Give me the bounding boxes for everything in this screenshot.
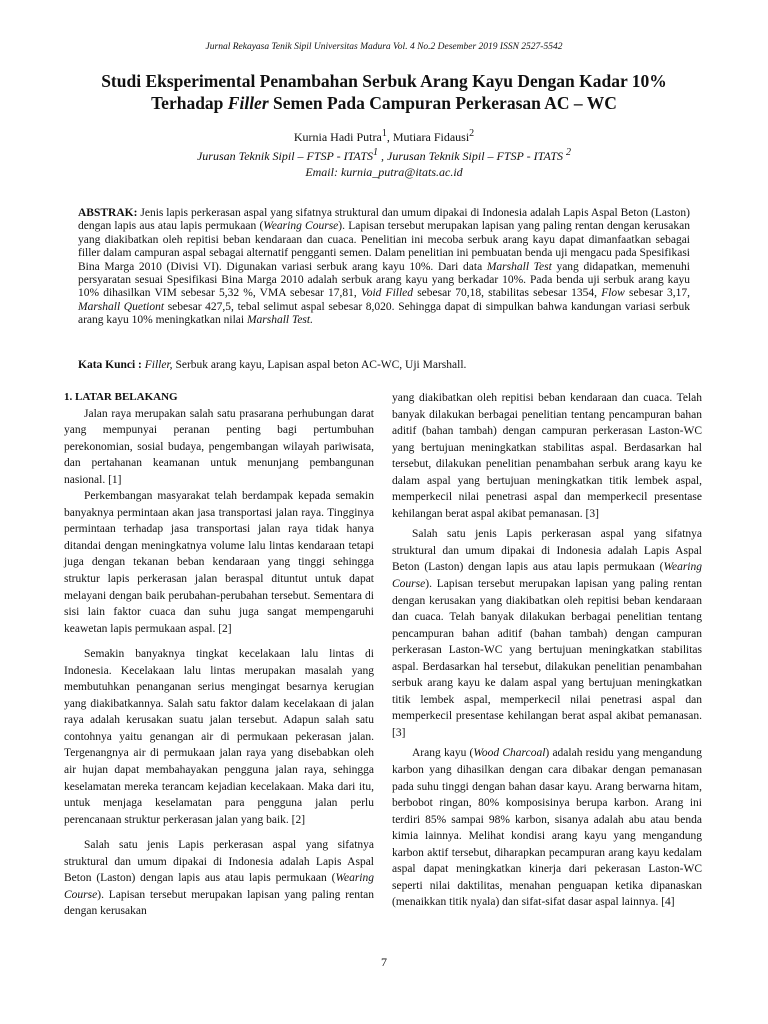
- left-column: [64, 389, 374, 920]
- paragraph: Jalan raya merupakan salah satu prasarana perhubungan darat yang mempunyai peranan penting bagi pertumbuhan perekonomian, sosial budaya, pengembangan wilayah pariwisata, dan pertahanan keamanan untuk menunjang pembangunan nasional. [1]: [64, 407, 374, 486]
- paragraph: Perkembangan masyarakat telah berdampak kepada semakin banyaknya permintaan akan jasa transportasi jalan raya. Tingginya permintaan terhadap jasa transportasi jalan raya tidak hanya ditandai dengan meningkatnya volume lalu lintas kendaraan tetapi juga dengan tekanan beban kendaraan yang tinggi sehingga struktur lapis perkerasan jalan beraspal dituntut untuk dapat melayani dengan baik perubahan-perubahan tersebut. Sementara di sisi lain faktor cuaca dan suhu juga sangat mempengaruhi keawetan lapis permukaan aspal. [2]: [64, 490, 374, 635]
- right-column: [392, 390, 702, 911]
- keywords-label: Kata Kunci :: [78, 359, 142, 371]
- abstract-text: sebesar 3,17,: [624, 287, 690, 300]
- abstract-italic: Marshall Quetiont: [78, 300, 165, 313]
- affiliation-1: Jurusan Teknik Sipil – FTSP - ITATS: [196, 149, 373, 163]
- abstract-text: yang didapatkan, memenuhi persyaratan sesuai Spesifikasi Bina Marga 2010 adalah serbuk arang kayu yang berkadar 10%. Pada benda uji serbuk arang kayu 10% dihasilkan VIM sebesar 5,32 %, VMA sebesar 17,81,: [78, 260, 690, 300]
- paragraph-text: Salah satu jenis Lapis perkerasan aspal yang sifatnya struktural dan umum dipakai di Indonesia adalah Lapis Aspal Beton (Laston) dengan lapis aus atau lapis permukaan (: [392, 528, 702, 574]
- paragraph-text: ) adalah residu yang mengandung karbon yang dihasilkan dengan cara dibakar dengan pemanasan pada suhu tinggi dengan bahan dasar kayu. Arang berwarna hitam, berbobot ringan, 80% komposisinya berupa karbon. Arang ini terdiri 85% sampai 98% karbon, sisanya adalah abu atau benda kimia lainnya. Melihat kondisi arang kayu yang mengandung karbon aktif tersebut, diharapkan pecampuran arang kayu kedalam aspal dapat meningkatkan kinerja dari pekerasan Laston-WC seperti nilai daktilitas, menahan penguapan ketika dipanaskan (menaikkan titik nyala) dan sifat-sifat dasar aspal lainnya. [4]: [392, 747, 702, 909]
- abstract-italic: Marshall Test.: [246, 314, 313, 327]
- author-1: Kurnia Hadi Putra: [293, 130, 382, 144]
- affiliation-2: , Jurusan Teknik Sipil – FTSP - ITATS: [378, 149, 567, 163]
- abstract-italic: Flow: [601, 287, 625, 300]
- keywords-text: Serbuk arang kayu, Lapisan aspal beton AC-WC, Uji Marshall.: [172, 359, 467, 371]
- author-email: Email: kurnia_putra@itats.ac.id: [305, 165, 463, 179]
- abstract-text: sebesar 427,5, tebal selimut aspal sebesar 8,020. Sehingga dapat di simpulkan bahwa kandungan variasi serbuk arang kayu 10% meningkatkan nilai: [78, 300, 690, 327]
- title-line-2-pre: Terhadap: [151, 93, 228, 113]
- section-heading: 1. LATAR BELAKANG: [64, 391, 178, 403]
- affiliations: [0, 145, 768, 164]
- keywords: [78, 359, 690, 371]
- author-2: , Mutiara Fidausi: [386, 130, 470, 144]
- page-number: 7: [381, 955, 387, 969]
- author-names: [0, 126, 768, 145]
- abstract-label: ABSTRAK:: [78, 207, 138, 219]
- abstract-italic: Wearing Course: [263, 220, 339, 233]
- paragraph-italic: Wearing Course: [392, 561, 702, 591]
- paragraph: [64, 837, 374, 920]
- keywords-italic: Filler,: [141, 359, 173, 371]
- title-line-1: Studi Eksperimental Penambahan Serbuk Arang Kayu Dengan Kadar 10%: [101, 71, 667, 91]
- abstract-text: ). Lapisan tersebut merupakan lapisan yang paling rentan dengan kerusakan yang diakibatkan oleh repitisi beban kendaraan dan cuaca. Penelitian ini mecoba serbuk arang kayu dapat dimanfaatkan sebagai filler dalam campuran aspal sebagai alternatif pengganti semen. Dalam penelitian ini pembuatan benda uji mengacu pada Spesifikasi Bina Marga 2010 (Divisi VI). Digunakan variasi serbuk arang kayu 10%. Dari data: [78, 220, 690, 273]
- paragraph-text: ). Lapisan tersebut merupakan lapisan yang paling rentan dengan kerusakan yang diakibatkan oleh repitisi beban kendaraan dan cuaca. Telah banyak dilakukan berbagai penelitian tentang pencampuran bahan aditif (bahan tambah) dengan campuran perkerasan Laston-WC yang bertujuan meningkatkan stabilitas aspal. Berdasarkan hal tersebut, dilakukan penelitian penambahan serbuk arang kayu ke dalam aspal yang bertujuan meningkatkan titik lembek aspal, memperkecil nilai penetrasi aspal dan memperkecil presentase kehilangan berat aspal akibat pemanasan. [3]: [392, 578, 702, 739]
- abstract: [78, 207, 690, 328]
- abstract-text: Jenis lapis perkerasan aspal yang sifatnya struktural dan umum dipakai di Indonesia adalah Lapis Aspal Beton (Laston) dengan lapis aus atau lapis permukaan (: [78, 207, 690, 233]
- affiliation-1-sup: 1: [373, 147, 378, 158]
- paragraph: Semakin banyaknya tingkat kecelakaan lalu lintas di Indonesia. Kecelakaan lalu lintas merupakan masalah yang membutuhkan penanganan serius mengingat besarnya kerugian yang diakibatkannya. Salah satu faktor dalam kecelakaan di jalan raya adalah kerusakan suatu jalan tersebut. Adapun salah satu contohnya yaitu genangan air di permukaan pekerasan jalan. Tergenangnya air di permukaan jalan raya yang disebabkan oleh air hujan dapat membahayakan pengguna jalan raya, sehingga keselamatan mereka terancam kejadian kecelakaan. Maka dari itu, untuk menjaga keselamatan para pengguna jalan perlu perencanaan struktur perkerasan jalan yang baik. [2]: [64, 648, 374, 826]
- paragraph: [392, 526, 702, 741]
- paragraph: [392, 745, 702, 910]
- authors-block: [0, 126, 768, 180]
- paragraph-text: ). Lapisan tersebut merupakan lapisan yang paling rentan dengan kerusakan: [64, 888, 374, 918]
- abstract-italic: Void Filled: [360, 287, 414, 300]
- paragraph-text: Arang kayu (: [412, 747, 474, 760]
- paragraph-italic: Wood Charcoal: [473, 747, 546, 760]
- abstract-text: sebesar 70,18, stabilitas sebesar 1354,: [413, 287, 602, 300]
- journal-header: Jurnal Rekayasa Tenik Sipil Universitas Madura Vol. 4 No.2 Desember 2019 ISSN 2527-5542: [205, 42, 563, 52]
- title-line-2-post: Semen Pada Campuran Perkerasan AC – WC: [268, 93, 617, 113]
- paragraph: yang diakibatkan oleh repitisi beban kendaraan dan cuaca. Telah banyak dilakukan berbagai penelitian tentang pencampuran bahan aditif (bahan tambah) dengan campuran perkerasan Laston-WC yang bertujuan meningkatkan stabilitas aspal. Berdasarkan hal tersebut, dilakukan penelitian penambahan serbuk arang kayu ke dalam aspal yang bertujuan meningkatkan titik lembek aspal, memperkecil nilai penetrasi aspal dan memperkecil presentase kehilangan berat aspal akibat pemanasan. [3]: [392, 392, 702, 520]
- abstract-italic: Marshall Test: [486, 260, 552, 273]
- author-2-sup: 2: [469, 128, 475, 139]
- title-line-2: [60, 92, 708, 114]
- paragraph-text: Salah satu jenis Lapis perkerasan aspal yang sifatnya struktural dan umum dipakai di Indonesia adalah Lapis Aspal Beton (Laston) dengan lapis aus atau lapis permukaan (: [64, 839, 374, 885]
- affiliation-2-sup: 2: [566, 147, 572, 158]
- paper-title: [60, 70, 708, 114]
- title-line-2-italic: Filler: [227, 93, 269, 113]
- paragraph-italic: Wearing Course: [64, 872, 374, 901]
- author-1-sup: 1: [381, 128, 387, 139]
